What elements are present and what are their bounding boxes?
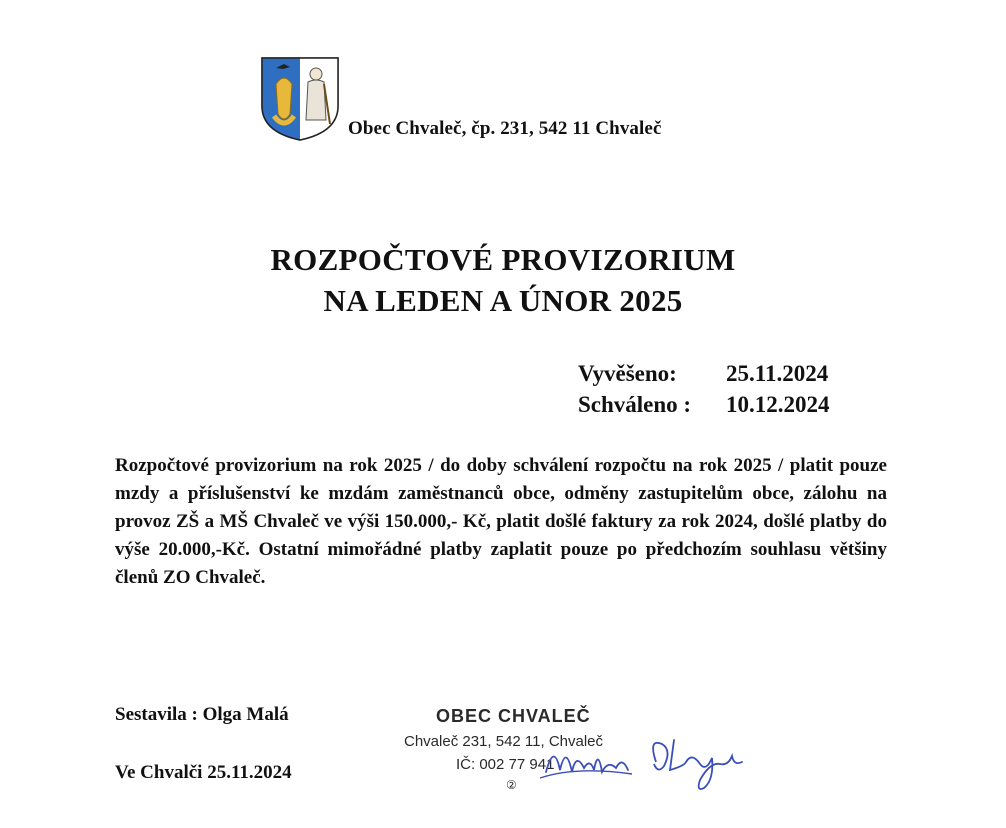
posted-date-row (578, 361, 828, 387)
posted-value: 25.11.2024 (726, 361, 829, 386)
place-and-date: Ve Chvalči 25.11.2024 (115, 762, 292, 783)
stamp-title: OBEC CHVALEČ (436, 706, 591, 726)
coat-of-arms-icon (258, 54, 342, 142)
stamp-number: ② (506, 778, 517, 792)
approved-value: 10.12.2024 (726, 392, 830, 417)
stamp-id: IČ: 002 77 941 (456, 756, 555, 773)
handwritten-signature (536, 722, 756, 802)
document-title-line1: ROZPOČTOVÉ PROVIZORIUM (270, 242, 736, 277)
posted-label: Vyvěšeno: (578, 361, 677, 386)
municipality-address: Obec Chvaleč, čp. 231, 542 11 Chvaleč (348, 118, 662, 139)
approved-date-row (578, 392, 830, 418)
document-title-line2: NA LEDEN A ÚNOR 2025 (323, 283, 683, 318)
approved-label: Schváleno : (578, 392, 692, 417)
stamp-address: Chvaleč 231, 542 11, Chvaleč (404, 733, 604, 750)
compiled-by: Sestavila : Olga Malá (115, 704, 289, 725)
body-paragraph: Rozpočtové provizorium na rok 2025 / do doby schválení rozpočtu na rok 2025 / platit pouze mzdy a příslušenství ke mzdám zaměstnanců obce, odměny zastupitelům obce, zálohu na provoz ZŠ a MŠ Chvaleč ve výši 150.000,- Kč, platit došlé faktury za rok 2024, došlé platby do výše 20.000,-Kč. Ostatní mimořádné platby zaplatit pouze po předchozím souhlasu většiny členů ZO Chvaleč. (115, 455, 887, 588)
